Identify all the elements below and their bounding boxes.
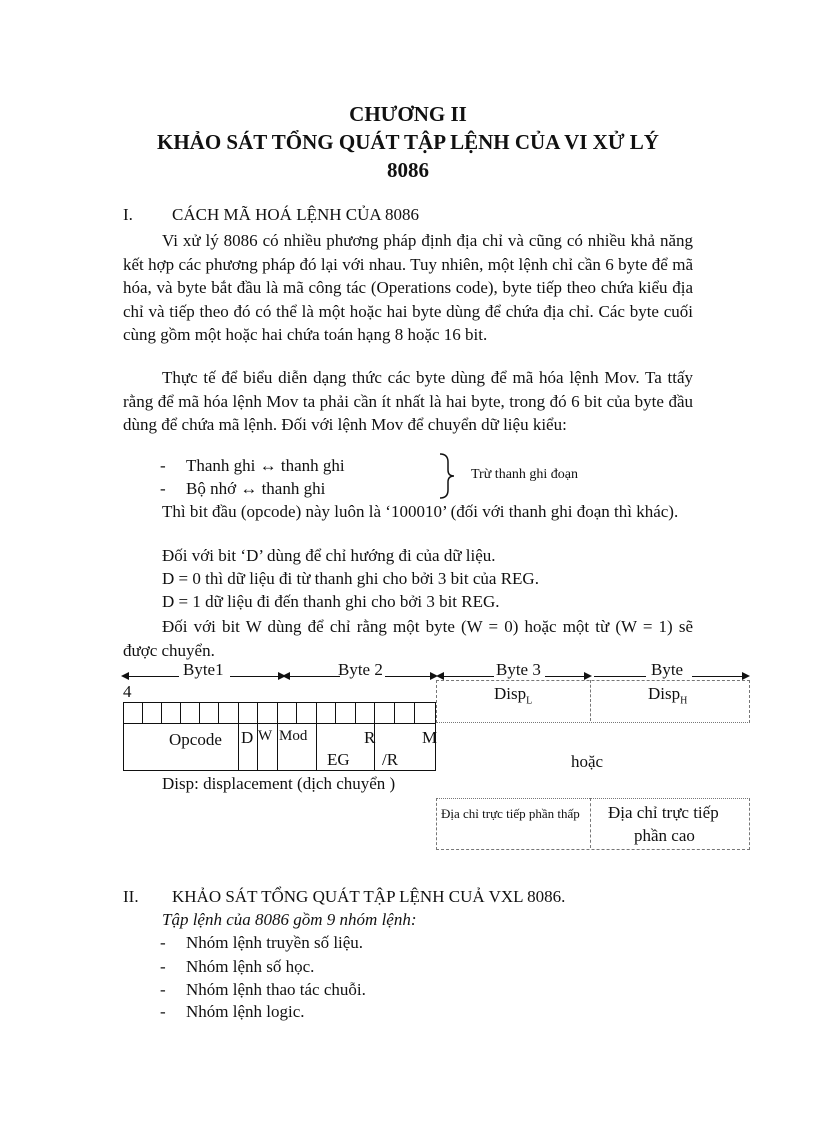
curly-brace-icon <box>436 452 456 500</box>
section-2-number: II. <box>123 887 139 906</box>
list-item: Thanh ghi ↔ thanh ghi <box>186 456 345 475</box>
disp-note: Disp: displacement (dịch chuyển ) <box>162 774 396 793</box>
bit-divider <box>394 702 395 723</box>
list-item: Nhóm lệnh số học. <box>186 957 315 976</box>
section-2-intro: Tập lệnh của 8086 gồm 9 nhóm lệnh: <box>162 910 417 929</box>
disp-divider <box>590 680 591 721</box>
rm-field-a: M <box>422 728 438 747</box>
section-1-paragraph-2 <box>123 366 693 437</box>
list-bullet: - <box>160 980 166 999</box>
paragraph-text: Vi xử lý 8086 có nhiều phương pháp định địa chỉ và cũng có nhiều khả năng kết hợp các phương pháp đó lại với nhau. Tuy nhiên, một lệnh chỉ cần 6 byte để mã hóa, và byte bắt đầu là mã công tác (Operations code), byte tiếp theo chứa kiểu địa chỉ và tiếp theo đó có thể là một hoặc hai byte dùng để chứa địa chỉ. Các byte cuối cùng gồm một hoặc hai chứa toán hạng 8 hoặc 16 bit. <box>123 231 693 344</box>
bit-divider <box>374 702 375 723</box>
section-1-paragraph-3 <box>123 500 693 524</box>
address-divider <box>590 798 591 848</box>
list-bullet: - <box>160 456 166 475</box>
byte-4-label-cont: 4 <box>123 682 132 701</box>
list-item: Nhóm lệnh thao tác chuỗi. <box>186 980 366 999</box>
chapter-subtitle-number: 8086 <box>387 158 429 182</box>
arrow-line <box>442 676 494 677</box>
bit-divider <box>316 702 317 723</box>
list-bullet: - <box>160 957 166 976</box>
list-bullet: - <box>160 479 166 498</box>
paragraph-text: Đối với bit ‘D’ dùng để chỉ hướng đi của dữ liệu. <box>162 546 496 565</box>
grid-bottom-border <box>123 770 436 771</box>
disp-low-text: Disp <box>494 684 527 703</box>
disp-high-text: Disp <box>648 684 681 703</box>
bit-divider <box>355 702 356 723</box>
section-1-heading: CÁCH MÃ HOÁ LỆNH CỦA 8086 <box>172 205 419 224</box>
disp-low-label <box>494 684 532 706</box>
d-bit-field: D <box>241 728 254 747</box>
paragraph-text: Thực tế để biểu diễn dạng thức các byte dùng để mã hóa lệnh Mov. Ta ttấy rằng để mã hóa lệnh Mov ta phải cần ít nhất là hai byte, trong đó 6 bit của byte đầu dùng để chứa mã lệnh. Đối với lệnh Mov để chuyển dữ liệu kiểu: <box>123 368 693 434</box>
byte-3-label: Byte 3 <box>496 660 541 679</box>
bit-divider <box>199 702 200 723</box>
w-bit-field: W <box>258 728 273 744</box>
grid-mid-border <box>123 723 436 724</box>
address-low-label: Địa chỉ trực tiếp phần thấp <box>441 806 580 821</box>
mod-field: Mod <box>279 728 308 744</box>
bit-divider <box>414 702 415 723</box>
chapter-title: CHƯƠNG II <box>349 102 467 126</box>
bit-divider <box>180 702 181 723</box>
or-label: hoặc <box>571 752 604 771</box>
section-1-paragraph-1 <box>123 229 693 347</box>
address-high-label-2: phần cao <box>634 826 695 845</box>
chapter-subtitle: KHẢO SÁT TỔNG QUÁT TẬP LỆNH CỦA VI XỬ LÝ <box>157 130 659 154</box>
paragraph-text: D = 1 dữ liệu đi đến thanh ghi cho bởi 3 bit REG. <box>162 592 500 611</box>
disp-high-sub: H <box>680 695 688 707</box>
rm-field-b: /R <box>382 750 399 769</box>
bit-divider <box>257 702 258 723</box>
section-1-paragraph-7 <box>123 615 693 662</box>
byte-4-label: Byte <box>651 660 684 679</box>
bit-divider <box>335 702 336 723</box>
arrow-line <box>230 676 282 677</box>
reg-field-b: EG <box>327 750 350 769</box>
list-bullet: - <box>160 933 166 952</box>
arrow-line <box>123 676 179 677</box>
list-item: Nhóm lệnh truyền số liệu. <box>186 933 364 952</box>
address-high-label-1: Địa chỉ trực tiếp <box>608 803 719 822</box>
disp-low-sub: L <box>526 695 533 707</box>
bit-divider <box>277 702 278 723</box>
arrow-right-icon <box>742 672 750 680</box>
bit-divider <box>238 702 239 723</box>
bit-divider <box>142 702 143 723</box>
list-item: Bộ nhớ ↔ thanh ghi <box>186 479 326 498</box>
byte-1-label: Byte1 <box>183 660 224 679</box>
bit-divider <box>218 702 219 723</box>
bit-divider <box>296 702 297 723</box>
disp-high-label <box>648 684 687 706</box>
field-divider <box>316 723 317 771</box>
arrow-line <box>545 676 585 677</box>
field-divider <box>277 723 278 771</box>
section-1-number: I. <box>123 205 133 224</box>
arrow-line <box>288 676 340 677</box>
arrow-line <box>692 676 742 677</box>
grid-left-border <box>123 702 124 771</box>
brace-note: Trừ thanh ghi đoạn <box>471 467 579 482</box>
paragraph-text: Đối với bit W dùng để chỉ rằng một byte (W = 0) hoặc một từ (W = 1) sẽ được chuyển. <box>123 617 693 660</box>
paragraph-text: D = 0 thì dữ liệu đi từ thanh ghi cho bởi 3 bit của REG. <box>162 569 539 588</box>
field-divider <box>238 723 239 771</box>
grid-top-border <box>123 702 436 703</box>
section-2-heading: KHẢO SÁT TỔNG QUÁT TẬP LỆNH CUẢ VXL 8086. <box>172 887 566 906</box>
paragraph-text: Thì bit đầu (opcode) này luôn là ‘100010’ (đối với thanh ghi đoạn thì khác). <box>162 502 679 521</box>
opcode-field: Opcode <box>169 730 222 749</box>
arrow-right-icon <box>584 672 592 680</box>
arrow-line <box>385 676 431 677</box>
byte-2-label: Byte 2 <box>338 660 383 679</box>
arrow-line <box>594 676 646 677</box>
bit-divider <box>161 702 162 723</box>
list-item: Nhóm lệnh logic. <box>186 1002 305 1021</box>
list-bullet: - <box>160 1002 166 1021</box>
reg-field-a: R <box>364 728 376 747</box>
disp-box <box>436 680 750 723</box>
arrow-left-icon <box>121 672 129 680</box>
